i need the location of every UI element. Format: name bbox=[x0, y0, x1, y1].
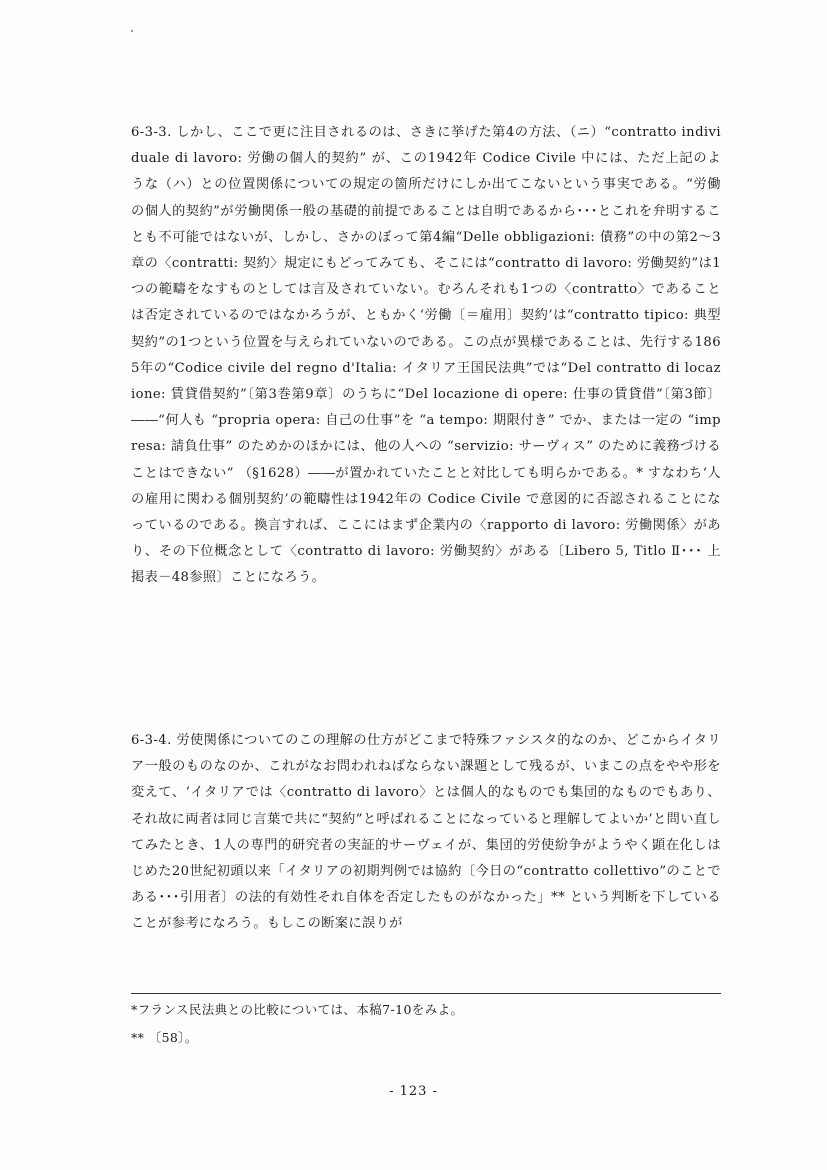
footnote-1: *フランス民法典との比較については、本稿7-10をみよ。 bbox=[131, 1002, 464, 1017]
paragraph-6-3-4: 6-3-4. 労使関係についてのこの理解の仕方がどこまで特殊ファシスタ的なのか、どこからイタリア一般のものなのか、これがなお問われねばならない課題として残るが、いまこの点をやや形を変えて、‘イタリアでは〈contratto di lavoro〉とは個人的なものでも集団的なものでもあり、それ故に両者は同じ言葉で共に“契約”と呼ばれることになっていると理解してよいか’と問い直してみたとき、1人の専門的研究者の実証的サーヴェイが、集団的労使紛争がようやく顕在化しはじめた20世紀初頭以来「イタリアの初期判例では協約〔今日の“contratto collettivo”のことである･･･引用者〕の法的有効性それ自体を否定したものがなかった」** という判断を下していることが参考になろう。もしこの断案に誤りが bbox=[131, 733, 721, 932]
footnote-2: ** 〔58〕。 bbox=[131, 1030, 198, 1045]
paragraph-6-3-3: 6-3-3. しかし、ここで更に注目されるのは、さきに挙げた第4の方法、（ニ）“contratto individuale di lavoro: 労働の個人的契約” が、この1942年 Codice Civile 中には、ただ上記のような（ハ）との位置関係についての規定の箇所だけにしか出てこないという事実である。“労働の個人的契約”が労働関係一般の基礎的前提であることは自明であるから･･･とこれを弁明することも不可能ではないが、しかし、さかのぼって第4編“Delle obbligazioni: 債務”の中の第2～3章の〈contratti: 契約〉規定にもどってみても、そこには“contratto di lavoro: 労働契約”は1つの範疇をなすものとしては言及されていない。むろんそれも1つの〈contratto〉であることは否定されているのではなかろうが、ともかく‘労働〔＝雇用〕契約’は“contratto tipico: 典型契約”の1つという位置を与えられていないのである。この点が異様であることは、先行する1865年の“Codice civile del regno d'Italia: イタリア王国民法典”では“Del contratto di locazione: 賃貸借契約”〔第3巻第9章〕のうちに“Del locazione di opere: 仕事の賃貸借”〔第3節〕――“何人も “propria opera: 自己の仕事”を “a tempo: 期限付き” でか、または一定の “impresa: 請負仕事” のためかのほかには、他の人への “servizio: サーヴィス” のために義務づけることはできない” （§1628）――が置かれていたことと対比しても明らかである。* すなわち‘人の雇用に関わる個別契約’の範疇性は1942年の Codice Civile で意図的に否認されることになっているのである。換言すれば、ここにはまず企業内の〈rapporto di lavoro: 労働関係〉があり、その下位概念として〈contratto di lavoro: 労働契約〉がある〔Libero 5, Titlo Ⅱ･･･ 上掲表－48参照〕ことになろう。 bbox=[131, 125, 721, 586]
scan-speck bbox=[131, 30, 133, 32]
page-number: - 123 - bbox=[389, 1084, 438, 1099]
footnote-divider bbox=[131, 993, 721, 994]
